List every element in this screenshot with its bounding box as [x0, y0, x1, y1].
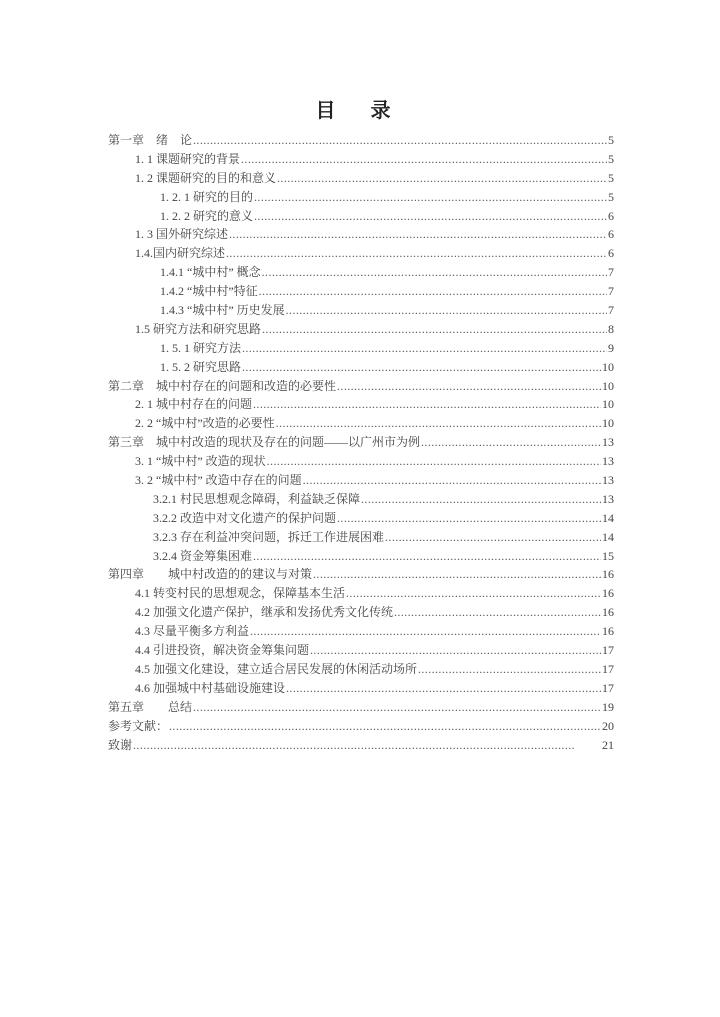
- toc-entry[interactable]: [108, 395, 614, 414]
- toc-entry-title: 4.5 加强文化建设，建立适合居民发展的休闲活动场所: [135, 661, 418, 676]
- toc-entry-page: 13: [602, 473, 614, 488]
- toc-entry-title: 1. 5. 2 研究思路: [160, 359, 242, 374]
- dot-leader: [226, 244, 607, 263]
- toc-entry[interactable]: [108, 169, 614, 188]
- toc-entry[interactable]: [108, 225, 614, 244]
- toc-entry-page: 13: [602, 435, 614, 450]
- dot-leader: [254, 188, 607, 207]
- toc-entry[interactable]: [108, 698, 614, 717]
- toc-entry[interactable]: [108, 150, 614, 169]
- toc-entry-title: 4.4 引进投资，解决资金筹集问题: [135, 643, 310, 658]
- toc-entry-title: 1. 2. 2 研究的意义: [160, 208, 254, 223]
- dot-leader: [253, 547, 601, 566]
- toc-entry-title: 1. 5. 1 研究方法: [160, 340, 242, 355]
- toc-entry[interactable]: [108, 603, 614, 622]
- toc-entry-page: 7: [608, 265, 614, 280]
- toc-entry[interactable]: [108, 433, 614, 452]
- toc-entry-page: 10: [602, 416, 614, 431]
- toc-entry-title: 1.5 研究方法和研究思路: [135, 321, 262, 336]
- dot-leader: [254, 207, 607, 226]
- toc-entry-page: 10: [602, 397, 614, 412]
- toc-entry-title: 4.6 加强城中村基础设施建设: [135, 680, 286, 695]
- toc-entry-title: 3. 2 “城中村” 改造中存在的问题: [135, 473, 302, 488]
- dot-leader: [337, 377, 601, 396]
- toc-entry-title: 1.4.国内研究综述: [135, 246, 226, 261]
- toc-entry-title: 1.4.3 “城中村” 历史发展: [160, 303, 285, 318]
- toc-entry[interactable]: [108, 377, 614, 396]
- toc-entry-page: 16: [602, 586, 614, 601]
- toc-entry-title: 2. 1 城中村存在的问题: [135, 397, 253, 412]
- dot-leader: [242, 358, 601, 377]
- toc-entry-title: 1. 2 课题研究的目的和意义: [135, 170, 277, 185]
- dot-leader: [242, 339, 607, 358]
- dot-leader: [262, 263, 607, 282]
- toc-entry-title: 3.2.2 改造中对文化遗产的保护问题: [153, 510, 337, 525]
- toc-entry-title: 第四章 城中村改造的的建议与对策: [108, 567, 313, 582]
- toc-entry[interactable]: [108, 736, 614, 755]
- table-of-contents: [108, 131, 614, 754]
- toc-entry[interactable]: [108, 584, 614, 603]
- toc-entry-page: 6: [608, 208, 614, 223]
- toc-entry-page: 10: [602, 378, 614, 393]
- dot-leader: [262, 320, 607, 339]
- toc-entry[interactable]: [108, 509, 614, 528]
- toc-entry-page: 10: [602, 359, 614, 374]
- toc-entry[interactable]: [108, 471, 614, 490]
- toc-entry[interactable]: [108, 188, 614, 207]
- toc-entry-title: 1. 1 课题研究的背景: [135, 151, 241, 166]
- dot-leader: [276, 414, 601, 433]
- dot-leader: [361, 490, 601, 509]
- toc-entry[interactable]: [108, 263, 614, 282]
- toc-entry-page: 19: [602, 699, 614, 714]
- toc-entry-page: 9: [608, 340, 614, 355]
- toc-entry-title: 4.1 转变村民的思想观念，保障基本生活: [135, 586, 346, 601]
- toc-entry-title: 3.2.4 资金筹集困难: [153, 548, 253, 563]
- dot-leader: [277, 169, 607, 188]
- toc-entry-page: 16: [602, 605, 614, 620]
- toc-entry-page: 5: [608, 189, 614, 204]
- dot-leader: [259, 282, 607, 301]
- toc-entry[interactable]: [108, 358, 614, 377]
- toc-entry-page: 8: [608, 321, 614, 336]
- toc-entry-page: 6: [608, 246, 614, 261]
- toc-entry-title: 参考文献：: [108, 718, 169, 733]
- toc-entry-page: 14: [602, 529, 614, 544]
- toc-entry[interactable]: [108, 452, 614, 471]
- dot-leader: [193, 698, 601, 717]
- toc-entry[interactable]: [108, 660, 614, 679]
- toc-entry-title: 致谢: [108, 737, 133, 752]
- toc-entry-page: 13: [602, 454, 614, 469]
- toc-entry-page: 6: [608, 227, 614, 242]
- toc-entry[interactable]: [108, 301, 614, 320]
- toc-entry[interactable]: [108, 717, 614, 736]
- toc-entry-title: 1. 3 国外研究综述: [135, 227, 229, 242]
- toc-entry-page: 17: [602, 643, 614, 658]
- toc-entry-page: 15: [602, 548, 614, 563]
- dot-leader: [286, 679, 601, 698]
- toc-entry[interactable]: [108, 339, 614, 358]
- toc-entry[interactable]: [108, 490, 614, 509]
- toc-entry-title: 4.2 加强文化遗产保护，继承和发扬优秀文化传统: [135, 605, 394, 620]
- dot-leader: [394, 603, 601, 622]
- toc-entry-title: 1. 2. 1 研究的目的: [160, 189, 254, 204]
- toc-entry[interactable]: [108, 679, 614, 698]
- toc-entry-title: 1.4.2 “城中村”特征: [160, 284, 258, 299]
- dot-leader: [346, 584, 601, 603]
- toc-entry-title: 第二章 城中村存在的问题和改造的必要性: [108, 378, 337, 393]
- toc-entry[interactable]: [108, 547, 614, 566]
- dot-leader: [253, 395, 601, 414]
- toc-entry-page: 17: [602, 661, 614, 676]
- toc-entry-page: 5: [608, 170, 614, 185]
- toc-entry[interactable]: [108, 528, 614, 547]
- page-title: 目 录: [315, 98, 405, 122]
- toc-entry-page: 7: [608, 284, 614, 299]
- dot-leader: [229, 225, 607, 244]
- toc-entry-page: 7: [608, 303, 614, 318]
- dot-leader: [385, 528, 601, 547]
- toc-entry-title: 3. 1 “城中村” 改造的现状: [135, 454, 266, 469]
- toc-entry-title: 第五章 总结: [108, 699, 193, 714]
- toc-entry-page: 14: [602, 510, 614, 525]
- dot-leader: [418, 660, 601, 679]
- toc-entry[interactable]: [108, 282, 614, 301]
- toc-entry[interactable]: [108, 320, 614, 339]
- toc-entry[interactable]: [108, 641, 614, 660]
- toc-entry[interactable]: [108, 414, 614, 433]
- toc-entry-page: 21: [602, 737, 614, 752]
- dot-leader: [286, 301, 607, 320]
- toc-entry-title: 1.4.1 “城中村” 概念: [160, 265, 261, 280]
- toc-entry-title: 2. 2 “城中村”改造的必要性: [135, 416, 275, 431]
- toc-entry-page: 16: [602, 567, 614, 582]
- dot-leader: [421, 433, 601, 452]
- toc-entry-title: 4.3 尽量平衡多方利益: [135, 624, 250, 639]
- dot-leader: [169, 717, 601, 736]
- toc-entry-page: 20: [602, 718, 614, 733]
- toc-entry[interactable]: [108, 131, 614, 150]
- dot-leader: [310, 641, 601, 660]
- dot-leader: [133, 736, 601, 755]
- dot-leader: [313, 565, 601, 584]
- toc-entry-title: 第一章 绪 论: [108, 133, 193, 147]
- dot-leader: [193, 131, 607, 150]
- dot-leader: [241, 150, 607, 169]
- dot-leader: [267, 452, 601, 471]
- toc-entry-page: 5: [608, 133, 614, 147]
- toc-entry[interactable]: [108, 207, 614, 226]
- toc-entry-title: 3.2.1 村民思想观念障碍，利益缺乏保障: [153, 491, 361, 506]
- toc-entry-page: 16: [602, 624, 614, 639]
- dot-leader: [303, 471, 601, 490]
- toc-entry-title: 第三章 城中村改造的现状及存在的问题——以广州市为例: [108, 435, 421, 450]
- toc-entry-page: 17: [602, 680, 614, 695]
- toc-entry-page: 13: [602, 491, 614, 506]
- toc-entry[interactable]: [108, 622, 614, 641]
- toc-entry[interactable]: [108, 244, 614, 263]
- dot-leader: [250, 622, 601, 641]
- toc-entry[interactable]: [108, 565, 614, 584]
- toc-entry-title: 3.2.3 存在利益冲突问题，拆迁工作进展困难: [153, 529, 385, 544]
- dot-leader: [337, 509, 601, 528]
- toc-entry-page: 5: [608, 151, 614, 166]
